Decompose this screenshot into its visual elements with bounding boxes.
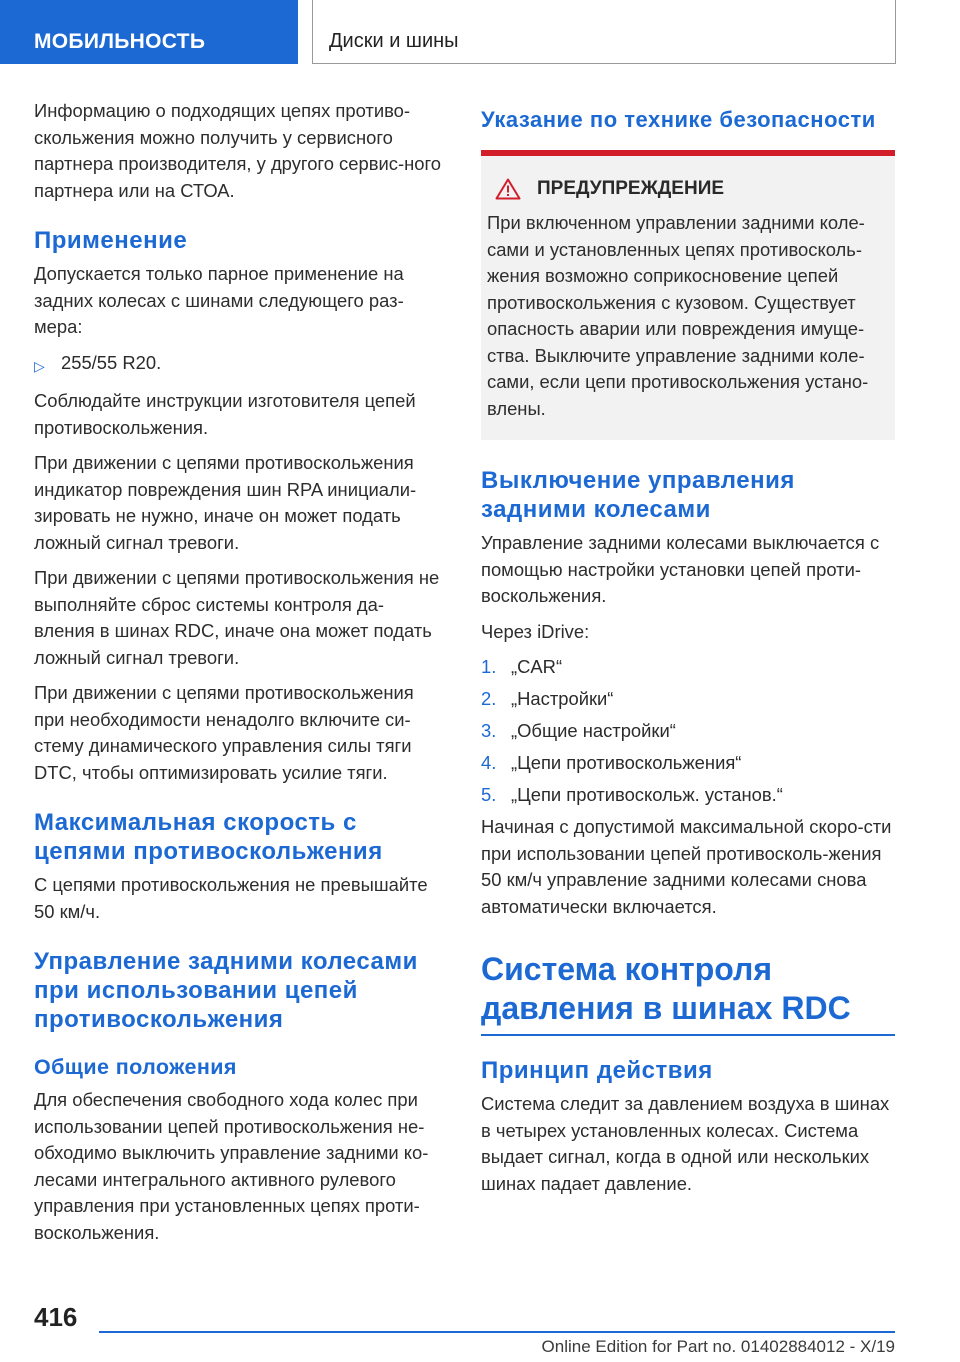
warning-triangle-icon (495, 178, 521, 200)
footer-edition: Online Edition for Part no. 01402884012 - X/19 (541, 1337, 895, 1356)
application-paragraph-1: Допускается только парное применение на задних колесах с шинами следующего раз-мера: (34, 263, 404, 337)
list-item (34, 350, 444, 380)
heading-application: Применение (34, 227, 188, 254)
application-paragraph-3: При движении с цепями противоскольжения индикатор повреждения шин RPA инициали-зировать не нужно, иначе он может подать ложный сигнал тревоги. (34, 452, 417, 553)
page-number: 416 (34, 1302, 78, 1332)
steps-list (481, 654, 895, 809)
intro-paragraph: Информацию о подходящих цепях противо-скольжения можно получить у сервисного партнера производителя, у другого сервис-ного партнера или на СТОА. (34, 100, 441, 201)
triangle-bullet-icon: ▷ (34, 357, 45, 374)
after-steps-paragraph: Начиная с допустимой максимальной скоро-сти при использовании цепей противосколь-жения 50 км/ч управление задними колесами снова автоматически включается. (481, 816, 892, 917)
warning-header (495, 178, 887, 200)
max-speed-paragraph: С цепями противоскольжения не превышайте 50 км/ч. (34, 874, 428, 922)
step-text: „Общие настройки“ (511, 720, 676, 741)
step-number: 5. (481, 784, 497, 805)
heading-max-speed: Максимальная скорость с цепями противоскольжения (34, 809, 383, 865)
footer-rule (99, 1331, 895, 1333)
heading-general: Общие положения (34, 1055, 237, 1079)
heading-disable-rear-steering: Выключение управления задними колесами (481, 467, 795, 523)
list-item (481, 654, 895, 681)
list-item (481, 750, 895, 777)
step-text: „Цепи противоскольж. установ.“ (511, 784, 783, 805)
heading-rdc: Система контроля давления в шинах RDC (481, 951, 851, 1026)
step-number: 1. (481, 656, 497, 677)
step-number: 2. (481, 688, 497, 709)
rdc-title-block (481, 950, 895, 1036)
section-tab: МОБИЛЬНОСТЬ (0, 0, 298, 64)
general-paragraph: Для обеспечения свободного хода колес при использовании цепей противоскольжения не-обходимо выключить управление задними ко-лесами интегрального активного рулевого управления при установленных цепях проти-воскольжения. (34, 1089, 429, 1243)
step-number: 4. (481, 752, 497, 773)
bullet-text: 255/55 R20. (61, 351, 162, 373)
chapter-tab: Диски и шины (312, 0, 896, 64)
application-paragraph-5: При движении с цепями противоскольжения при необходимости ненадолго включите си-стему динамического управления силы тяги DTC, чтобы оптимизировать усилие тяги. (34, 682, 414, 783)
step-text: „Настройки“ (511, 688, 614, 709)
application-paragraph-4: При движении с цепями противоскольжения не выполняйте сброс системы контроля да-вления в шинах RDC, иначе она может подать ложный сигнал тревоги. (34, 567, 440, 668)
step-number: 3. (481, 720, 497, 741)
left-column (34, 98, 444, 1255)
principle-paragraph: Система следит за давлением воздуха в шинах в четырех установленных колесах. Система выдает сигнал, когда в одной или нескольких шинах падает давление. (481, 1093, 890, 1194)
right-column (481, 98, 895, 1206)
warning-box (481, 156, 895, 440)
list-item (481, 782, 895, 809)
heading-rear-steering: Управление задними колесами при использовании цепей противоскольжения (34, 948, 418, 1033)
heading-principle: Принцип действия (481, 1057, 713, 1084)
via-idrive: Через iDrive: (481, 620, 590, 642)
application-paragraph-2: Соблюдайте инструкции изготовителя цепей противоскольжения. (34, 390, 416, 438)
list-item (481, 718, 895, 745)
step-text: „Цепи противоскольжения“ (511, 752, 742, 773)
step-text: „CAR“ (511, 656, 563, 677)
list-item (481, 686, 895, 713)
warning-text: При включенном управлении задними коле-сами и установленных цепях противосколь-жения возможно соприкосновение цепей противоскольжения с кузовом. Существует опасность аварии или повреждения имуще-ства. Выключите управление задними коле-сами, если цепи противоскольжения устано-влены. (487, 212, 869, 419)
disable-paragraph: Управление задними колесами выключается с помощью настройки установки цепей проти-воскольжения. (481, 532, 880, 606)
warning-label: ПРЕДУПРЕЖДЕНИЕ (537, 178, 725, 199)
heading-safety: Указание по технике безопасности (481, 107, 876, 132)
